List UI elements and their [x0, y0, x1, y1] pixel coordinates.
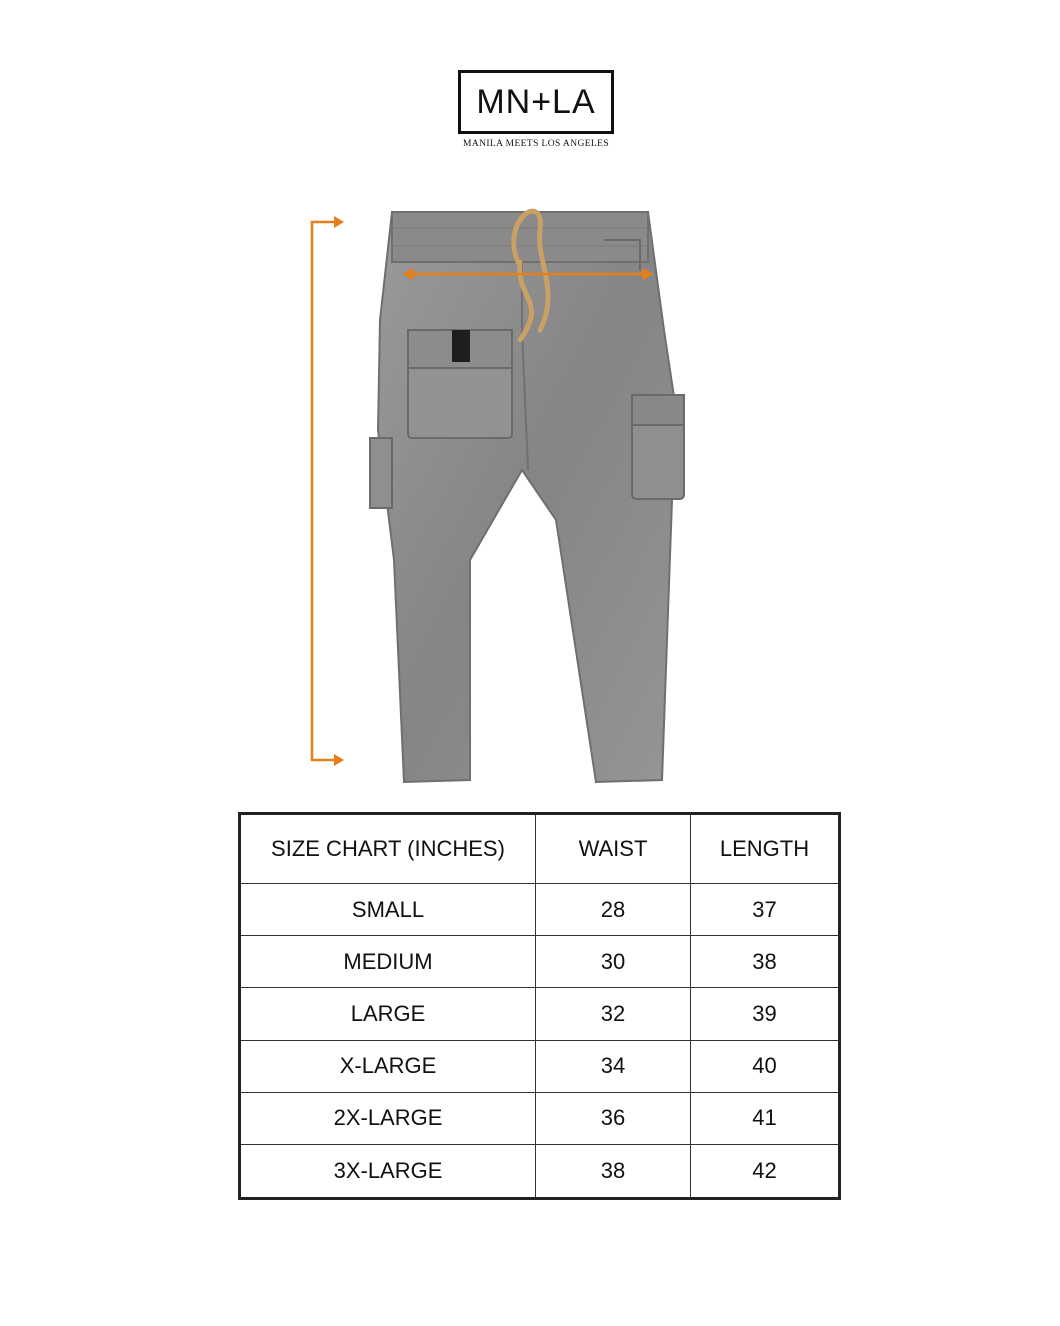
header-waist: WAIST [536, 814, 691, 884]
length-cell: 38 [691, 936, 840, 988]
length-cell: 39 [691, 988, 840, 1040]
pocket-tab [452, 330, 470, 362]
waist-cell: 28 [536, 884, 691, 936]
length-cell: 40 [691, 1040, 840, 1092]
table-row [240, 1092, 840, 1144]
size-cell: 3X-LARGE [240, 1144, 536, 1198]
size-cell: LARGE [240, 988, 536, 1040]
waist-cell: 32 [536, 988, 691, 1040]
table-row [240, 884, 840, 936]
table-row [240, 1144, 840, 1198]
logo-text: MN+LA [476, 82, 596, 121]
header-length: LENGTH [691, 814, 840, 884]
header-size: SIZE CHART (INCHES) [240, 814, 536, 884]
length-measure-arrow [312, 216, 344, 766]
size-cell: MEDIUM [240, 936, 536, 988]
size-cell: SMALL [240, 884, 536, 936]
table-row [240, 936, 840, 988]
waist-cell: 34 [536, 1040, 691, 1092]
brand-tagline: MANILA MEETS LOS ANGELES [462, 139, 610, 149]
length-cell: 37 [691, 884, 840, 936]
size-cell: 2X-LARGE [240, 1092, 536, 1144]
table-row [240, 988, 840, 1040]
waist-cell: 36 [536, 1092, 691, 1144]
length-cell: 41 [691, 1092, 840, 1144]
size-chart-table [238, 812, 841, 1200]
side-cargo-pocket-left [370, 438, 392, 508]
waist-cell: 30 [536, 936, 691, 988]
length-cell: 42 [691, 1144, 840, 1198]
size-cell: X-LARGE [240, 1040, 536, 1092]
table-row [240, 1040, 840, 1092]
table-header-row [240, 814, 840, 884]
waist-cell: 38 [536, 1144, 691, 1198]
